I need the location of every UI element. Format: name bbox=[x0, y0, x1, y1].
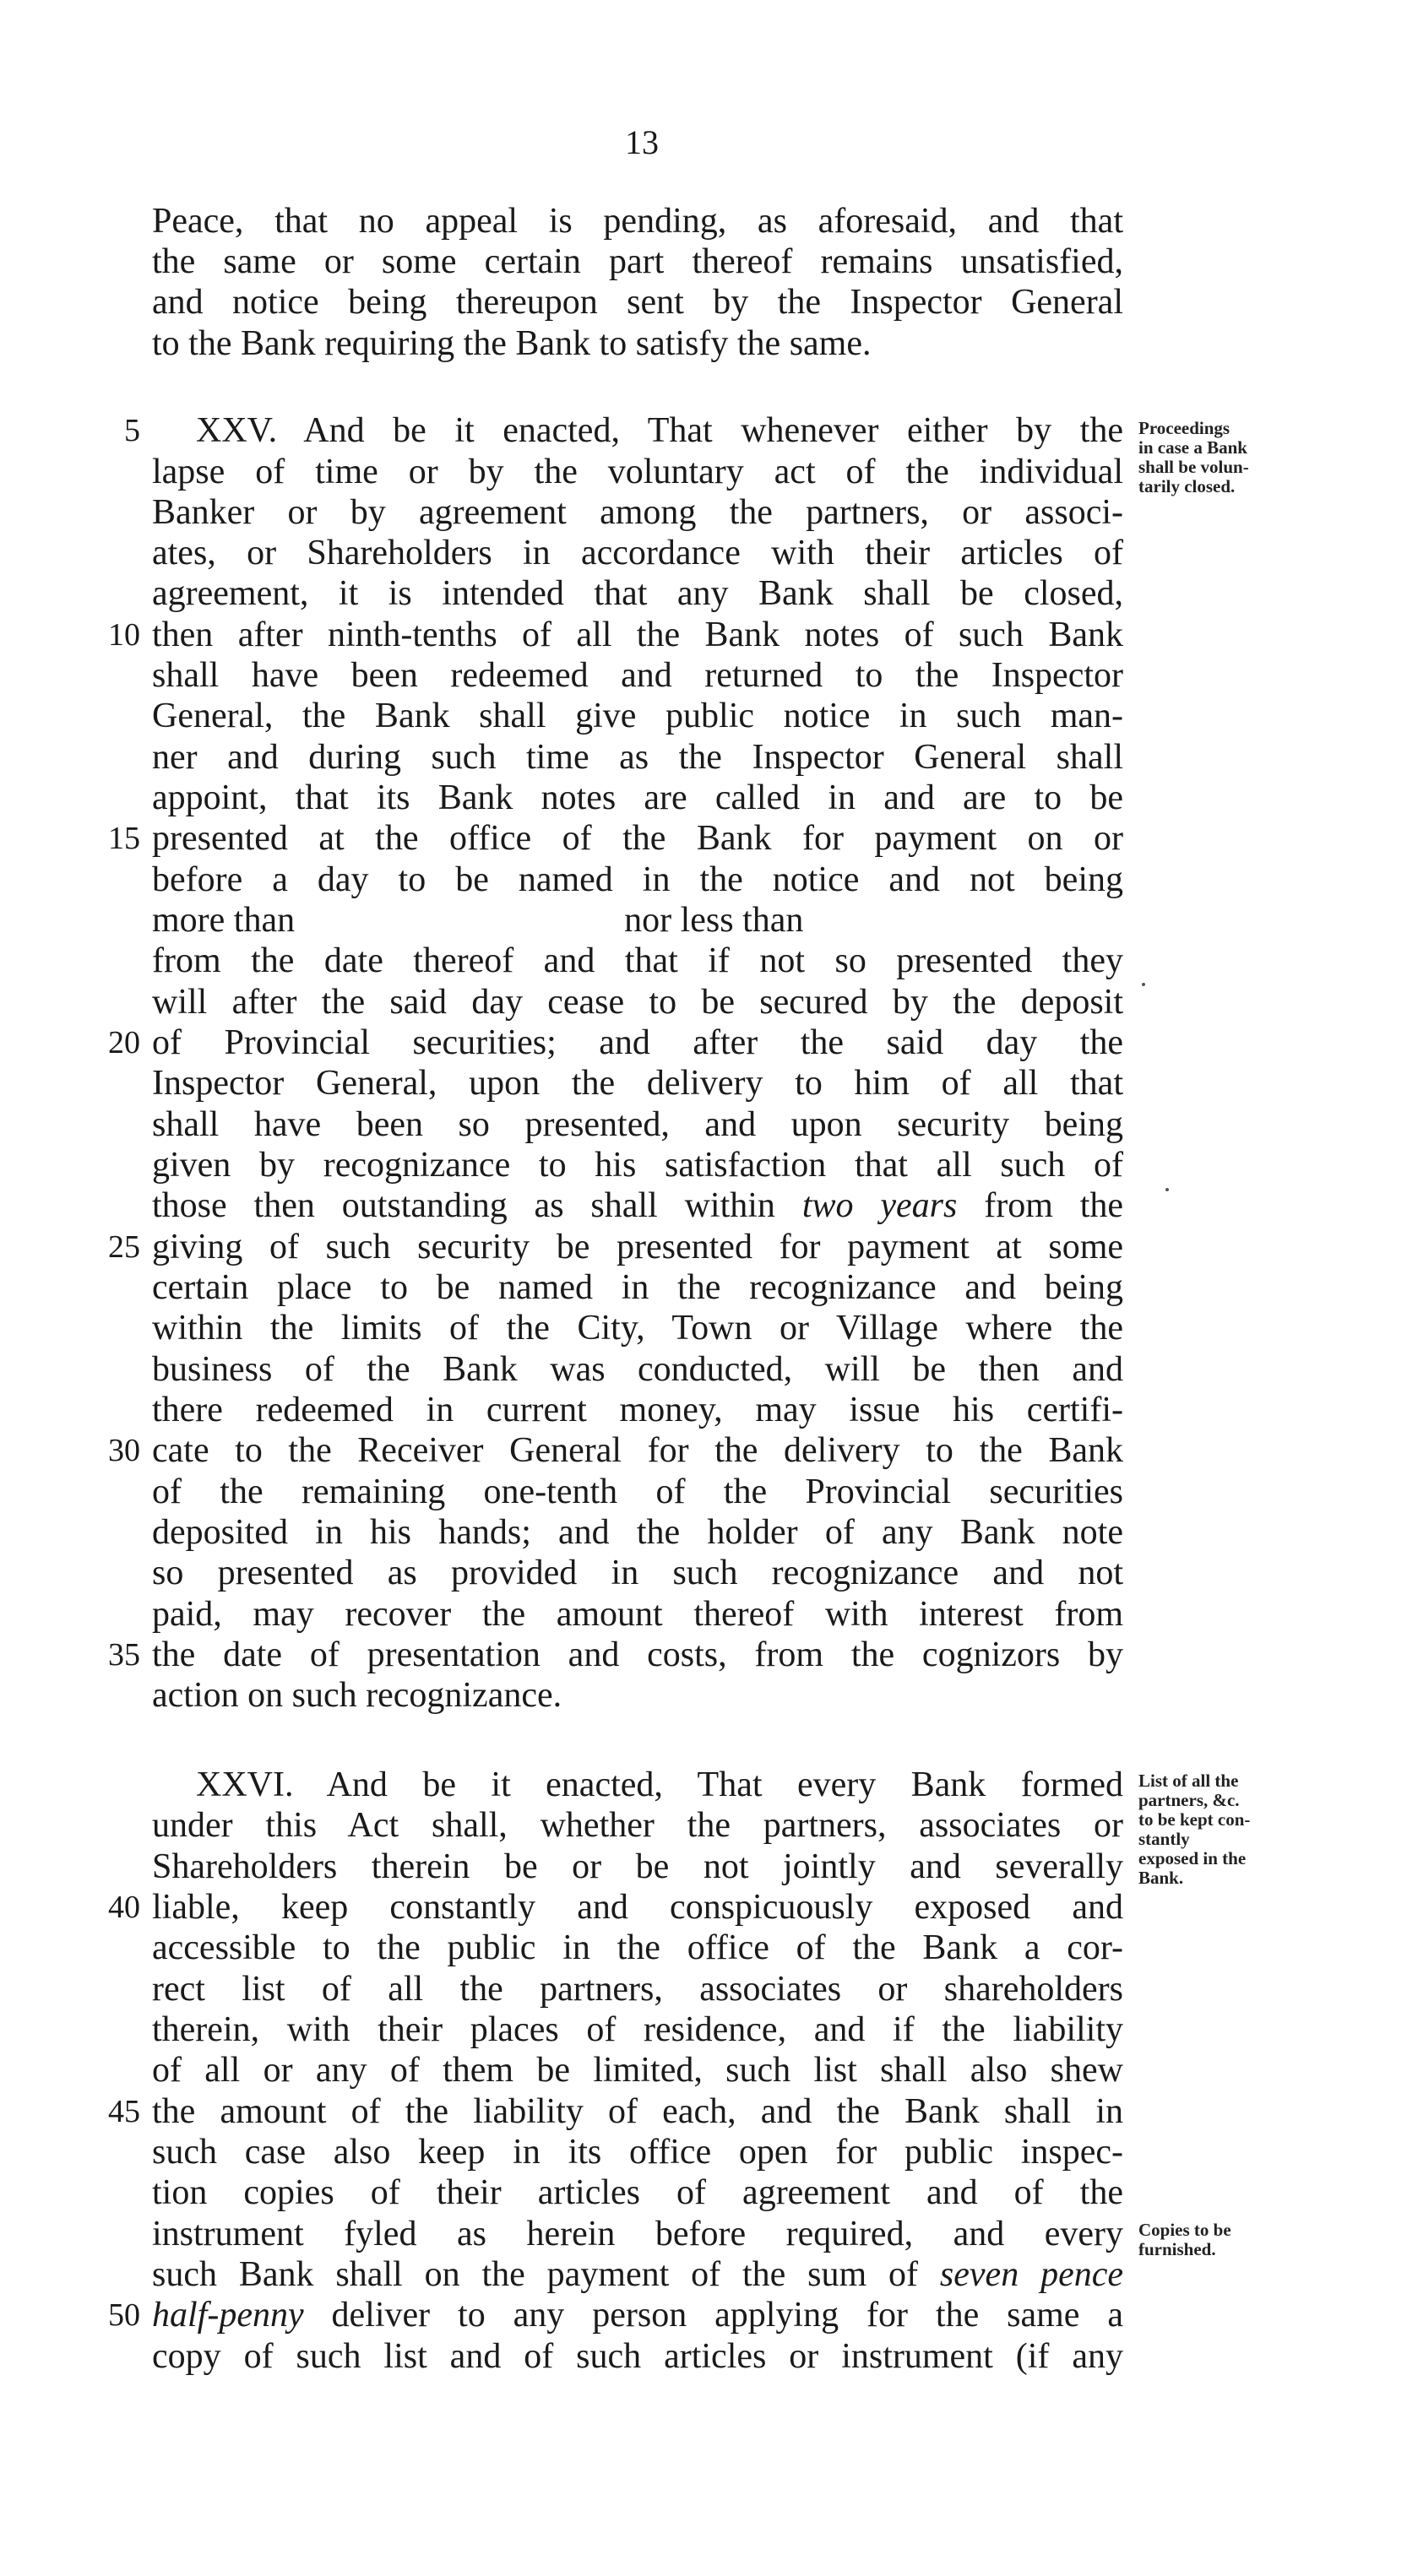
text-line: liable, keep constantly and conspicuously exposed and bbox=[152, 1888, 1123, 1927]
margin-note-copies bbox=[1138, 2221, 1316, 2259]
text-line: lapse of time or by the voluntary act of the individual bbox=[152, 453, 1123, 491]
margin-note-list-of-partners bbox=[1138, 1771, 1316, 1888]
print-speck bbox=[1165, 1188, 1169, 1191]
text-line bbox=[152, 2254, 1123, 2295]
text-line: before a day to be named in the notice and not being bbox=[152, 860, 1123, 899]
page-number: 13 bbox=[625, 123, 659, 161]
text-line: ner and during such time as the Inspector General shall bbox=[152, 738, 1123, 777]
text-line: shall have been redeemed and returned to the Inspector bbox=[152, 656, 1123, 695]
text-line: of Provincial securities; and after the said day the bbox=[152, 1023, 1123, 1062]
text-line: giving of such security be presented for payment at some bbox=[152, 1228, 1123, 1266]
margin-note-line: shall be volun- bbox=[1138, 457, 1249, 477]
text-line: so presented as provided in such recognizance and not bbox=[152, 1554, 1123, 1592]
margin-note-proceedings bbox=[1138, 419, 1316, 496]
text-line: Banker or by agreement among the partners, or associ- bbox=[152, 493, 1123, 532]
text-line: Peace, that no appeal is pending, as aforesaid, and that bbox=[152, 202, 1123, 241]
line-number: 35 bbox=[108, 1637, 140, 1673]
text-line: ates, or Shareholders in accordance with their articles of bbox=[152, 534, 1123, 572]
italic-text: two years bbox=[801, 1186, 958, 1225]
text-line: certain place to be named in the recognizance and being bbox=[152, 1268, 1123, 1307]
text-line: Inspector General, upon the delivery to him of all that bbox=[152, 1064, 1123, 1103]
margin-note-line: stantly bbox=[1138, 1829, 1190, 1849]
line-number: 40 bbox=[108, 1890, 140, 1925]
text-line: General, the Bank shall give public notice in such man- bbox=[152, 697, 1123, 735]
text-line: given by recognizance to his satisfaction that all such of bbox=[152, 1146, 1123, 1185]
text-line: the amount of the liability of each, and the Bank shall in bbox=[152, 2092, 1123, 2131]
text-line: accessible to the public in the office of the Bank a cor- bbox=[152, 1928, 1123, 1967]
text-line: paid, may recover the amount thereof with interest from bbox=[152, 1595, 1123, 1634]
text-fragment: from the bbox=[984, 1186, 1124, 1225]
text-line: instrument fyled as herein before required, and every bbox=[152, 2215, 1123, 2253]
italic-text: half-penny bbox=[152, 2296, 304, 2335]
text-line bbox=[152, 2295, 1123, 2335]
text-line: Shareholders therein be or be not jointly and severally bbox=[152, 1847, 1123, 1886]
text-line: within the limits of the City, Town or Village where the bbox=[152, 1309, 1123, 1348]
text-line: of the remaining one-tenth of the Provincial securities bbox=[152, 1472, 1123, 1511]
italic-text: seven pence bbox=[939, 2255, 1123, 2294]
line-number: 20 bbox=[108, 1025, 140, 1060]
section-xxvi-heading-line: XXVI. And be it enacted, That every Bank formed bbox=[196, 1765, 1123, 1804]
text-line: and notice being thereupon sent by the Inspector General bbox=[152, 283, 1123, 322]
margin-note-line: Bank. bbox=[1138, 1868, 1184, 1888]
text-line: agreement, it is intended that any Bank shall be closed, bbox=[152, 574, 1123, 613]
line-number: 30 bbox=[108, 1433, 140, 1468]
text-line: rect list of all the partners, associates or shareholders bbox=[152, 1970, 1123, 2009]
text-line: of all or any of them be limited, such list shall also shew bbox=[152, 2051, 1123, 2090]
text-line: will after the said day cease to be secured by the deposit bbox=[152, 983, 1123, 1022]
line-number: 15 bbox=[108, 821, 140, 856]
line-number: 5 bbox=[124, 413, 140, 448]
text-line: such case also keep in its office open for public inspec- bbox=[152, 2133, 1123, 2172]
line-number: 50 bbox=[108, 2297, 140, 2333]
text-line bbox=[152, 1185, 1123, 1226]
line-number: 10 bbox=[108, 617, 140, 653]
margin-note-line: List of all the bbox=[1138, 1771, 1239, 1791]
section-xxv-heading-line: XXV. And be it enacted, That whenever either by the bbox=[196, 411, 1123, 450]
text-line: the same or some certain part thereof remains unsatisfied, bbox=[152, 242, 1123, 281]
margin-note-line: to be kept con- bbox=[1138, 1809, 1251, 1830]
text-line: tion copies of their articles of agreement and of the bbox=[152, 2173, 1123, 2212]
line-number: 25 bbox=[108, 1229, 140, 1265]
text-line: cate to the Receiver General for the delivery to the Bank bbox=[152, 1431, 1123, 1470]
text-line: from the date thereof and that if not so presented they bbox=[152, 941, 1123, 980]
text-fragment: those then outstanding as shall within bbox=[152, 1186, 775, 1225]
text-line: copy of such list and of such articles or instrument (if any bbox=[152, 2337, 1123, 2376]
text-line-with-blanks bbox=[152, 900, 1123, 941]
text-line: appoint, that its Bank notes are called in and are to be bbox=[152, 778, 1123, 817]
margin-note-line: in case a Bank bbox=[1138, 437, 1247, 458]
text-line: there redeemed in current money, may issue his certifi- bbox=[152, 1391, 1123, 1429]
text-line: to the Bank requiring the Bank to satisfy the same. bbox=[152, 324, 872, 363]
text-line: then after ninth-tenths of all the Bank notes of such Bank bbox=[152, 616, 1123, 654]
text-line: presented at the office of the Bank for payment on or bbox=[152, 819, 1123, 858]
line-number: 45 bbox=[108, 2094, 140, 2129]
text-line: therein, with their places of residence, and if the liability bbox=[152, 2010, 1123, 2049]
text-fragment: deliver to any person applying for the same a bbox=[331, 2296, 1123, 2335]
text-line: under this Act shall, whether the partners, associates or bbox=[152, 1806, 1123, 1845]
margin-note-line: tarily closed. bbox=[1138, 476, 1236, 496]
text-fragment: nor less than bbox=[624, 901, 804, 940]
margin-note-line: Proceedings bbox=[1138, 418, 1230, 438]
margin-note-line: furnished. bbox=[1138, 2239, 1216, 2259]
print-speck bbox=[1142, 983, 1145, 986]
margin-note-line: Copies to be bbox=[1138, 2220, 1231, 2240]
text-fragment: such Bank shall on the payment of the sum of bbox=[152, 2255, 919, 2294]
margin-note-line: exposed in the bbox=[1138, 1848, 1247, 1868]
text-line: deposited in his hands; and the holder of any Bank note bbox=[152, 1513, 1123, 1552]
text-line: shall have been so presented, and upon security being bbox=[152, 1105, 1123, 1144]
margin-note-line: partners, &c. bbox=[1138, 1790, 1240, 1810]
text-fragment: more than bbox=[152, 901, 296, 940]
text-line: the date of presentation and costs, from the cognizors by bbox=[152, 1635, 1123, 1674]
text-line: business of the Bank was conducted, will be then and bbox=[152, 1350, 1123, 1389]
text-line: action on such recognizance. bbox=[152, 1676, 562, 1715]
